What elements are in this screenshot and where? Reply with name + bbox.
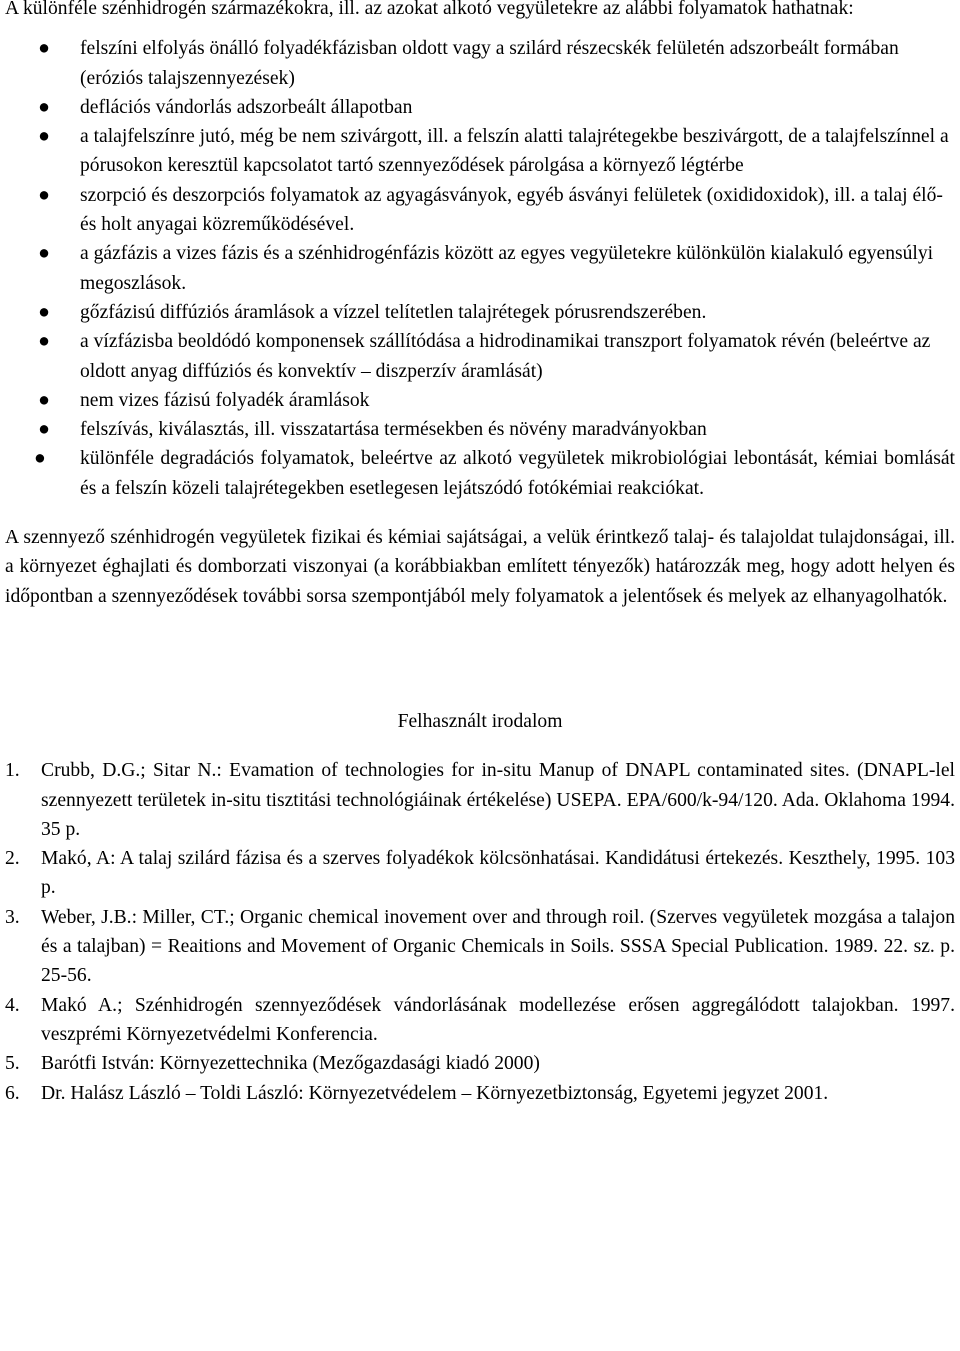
list-item <box>5 444 955 503</box>
list-item-text: különféle degradációs folyamatok, beleértve az alkotó vegyületek mikrobiológiai lebontását, kémiai bomlását és a felszín közeli talajrétegekben esetlegesen lejátszódó fotókémiai reakciókat. <box>80 448 955 499</box>
list-item-text: a talajfelszínre jutó, még be nem szivárgott, ill. a felszín alatti talajrétegekbe beszivárgott, de a talajfelszínnel a pórusokon keresztül kapcsolatot tartó szennyeződések párolgása a környező légtérbe <box>80 126 949 177</box>
reference-number: 3. <box>5 906 20 928</box>
reference-text: Makó, A: A talaj szilárd fázisa és a szerves folyadékok kölcsönhatásai. Kandidátusi értekezés. Keszthely, 1995. 103 p. <box>41 848 955 899</box>
list-item <box>5 327 955 386</box>
reference-number: 2. <box>5 848 20 870</box>
reference-text: Crubb, D.G.; Sitar N.: Evamation of technologies for in-situ Manup of DNAPL contaminated sites. (DNAPL-lel szennyezett területek in-situ tisztitási technológiáinak értékelése) USEPA. EPA/600/k-94/120. Ada. Oklahoma 1994. 35 p. <box>41 760 955 840</box>
reference-number: 1. <box>5 760 20 782</box>
bullet-icon: ● <box>38 301 50 323</box>
process-list <box>5 34 955 503</box>
bullet-icon: ● <box>34 448 46 470</box>
reference-text: Weber, J.B.: Miller, CT.; Organic chemical inovement over and through roil. (Szerves vegyületek mozgása a talajon és a talajban) = Reaitions and Movement of Organic Chemicals in Soils. SSSA Special Publication. 1989. 22. sz. p. 25-56. <box>41 906 955 987</box>
list-item <box>5 415 955 444</box>
reference-item <box>5 756 955 844</box>
list-item <box>5 386 955 415</box>
reference-text: Dr. Halász László – Toldi László: Környezetvédelem – Környezetbiztonság, Egyetemi jegyzet 2001. <box>41 1082 829 1104</box>
bullet-icon: ● <box>38 184 50 206</box>
document-page <box>5 0 955 1108</box>
list-item-text: a vízfázisba beoldódó komponensek szállítódása a hidrodinamikai transzport folyamatok révén (beleértve az oldott anyag diffúziós és konvektív – diszperzív áramlását) <box>80 331 931 382</box>
bullet-icon: ● <box>38 96 50 118</box>
intro-paragraph: A különféle szénhidrogén származékokra, ill. az azokat alkotó vegyületekre az alábbi folyamatok hathatnak: <box>5 0 854 19</box>
bullet-icon: ● <box>38 38 50 60</box>
reference-text: Makó A.; Szénhidrogén szennyeződések vándorlásának modellezése erősen aggregálódott talajokban. 1997. veszprémi Környezetvédelmi Konferencia. <box>41 994 955 1045</box>
list-item <box>5 181 955 240</box>
bullet-icon: ● <box>38 389 50 411</box>
list-item <box>5 298 955 327</box>
references-list <box>5 756 955 1108</box>
reference-item <box>5 1079 955 1108</box>
bullet-icon: ● <box>38 243 50 265</box>
list-item-text: gőzfázisú diffúziós áramlások a vízzel telítetlen talajrétegek pórusrendszerében. <box>80 301 707 323</box>
reference-text: Barótfi István: Környezettechnika (Mezőgazdasági kiadó 2000) <box>41 1053 540 1075</box>
list-item <box>5 34 955 93</box>
references-title: Felhasznált irodalom <box>397 710 563 732</box>
reference-item <box>5 991 955 1050</box>
list-item-text: nem vizes fázisú folyadék áramlások <box>80 389 370 411</box>
summary-paragraph: A szennyező szénhidrogén vegyületek fizikai és kémiai sajátságai, a velük érintkező talaj- és talajoldat tulajdonságai, ill. a környezet éghajlati és domborzati viszonyai (a korábbiakban említett tényezők) határozzák meg, hogy adott helyen és időpontban a szennyeződések további sorsa szempontjából mely folyamatok a jelentősek és melyek az elhanyagolhatók. <box>5 527 955 607</box>
list-item-text: felszíni elfolyás önálló folyadékfázisban oldott vagy a szilárd részecskék felületén adszorbeált formában (eróziós talajszennyezések) <box>80 38 899 89</box>
reference-item <box>5 844 955 903</box>
bullet-icon: ● <box>38 331 50 353</box>
reference-number: 5. <box>5 1053 20 1075</box>
reference-item <box>5 1049 955 1078</box>
list-item <box>5 239 955 298</box>
list-item-text: a gázfázis a vizes fázis és a szénhidrogénfázis között az egyes vegyületekre különkülön kialakuló egyensúlyi megoszlások. <box>80 243 934 294</box>
reference-item <box>5 903 955 991</box>
bullet-icon: ● <box>38 126 50 148</box>
bullet-icon: ● <box>38 419 50 441</box>
list-item-text: deflációs vándorlás adszorbeált állapotban <box>80 96 413 118</box>
list-item-text: felszívás, kiválasztás, ill. visszatartása termésekben és növény maradványokban <box>80 419 707 441</box>
list-item <box>5 122 955 181</box>
reference-number: 4. <box>5 994 20 1016</box>
list-item <box>5 93 955 122</box>
reference-number: 6. <box>5 1082 20 1104</box>
list-item-text: szorpció és deszorpciós folyamatok az agyagásványok, egyéb ásványi felületek (oxididoxidok), ill. a talaj élő- és holt anyagai közreműködésével. <box>80 184 943 236</box>
